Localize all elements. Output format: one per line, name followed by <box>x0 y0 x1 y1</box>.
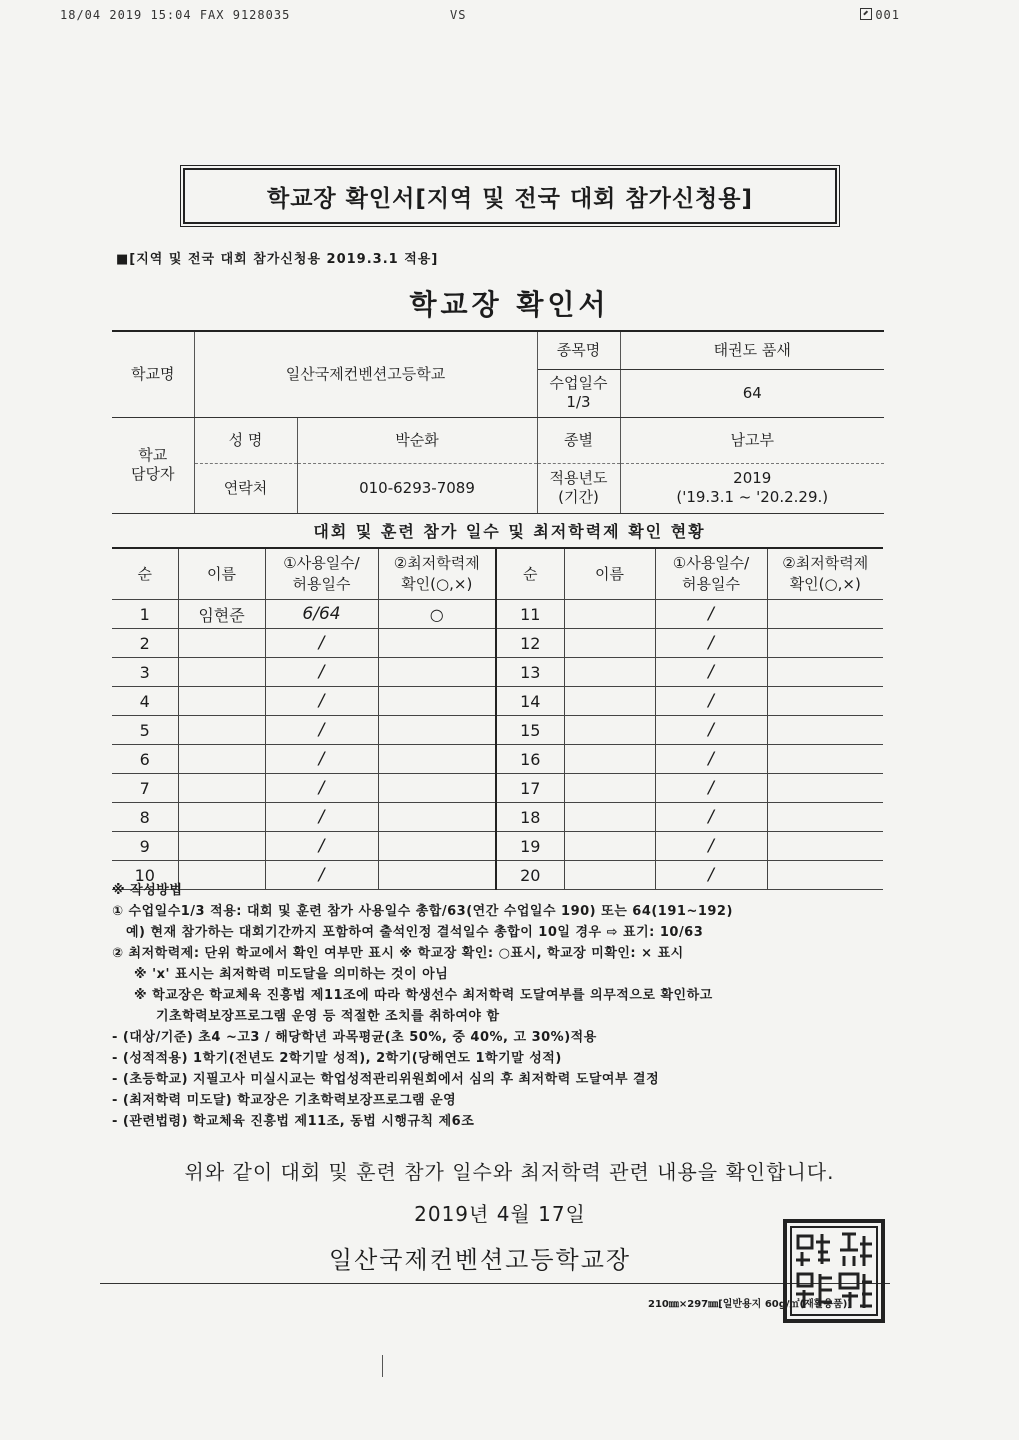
name-value: 박순화 <box>297 417 537 463</box>
scan-mark <box>382 1355 383 1377</box>
instruction-line: - (성적적용) 1학기(전년도 2학기말 성적), 2학기(당해연도 1학기말 성적) <box>112 1051 562 1066</box>
row-number: 1 <box>112 600 178 629</box>
fax-page-number: 001 <box>875 8 900 22</box>
min-academic-check <box>378 629 496 658</box>
used-days: / <box>655 716 767 745</box>
table-row <box>112 745 883 774</box>
used-days: / <box>655 861 767 890</box>
participant-name <box>564 687 655 716</box>
participation-grid <box>112 547 883 890</box>
instruction-line: - (최저학력 미도달) 학교장은 기초학력보장프로그램 운영 <box>112 1093 457 1108</box>
confirmation-text: 위와 같이 대회 및 훈련 참가 일수와 최저학력 관련 내용을 확인합니다. <box>184 1160 835 1184</box>
instruction-line: ※ 'x' 표시는 최저학력 미도달을 의미하는 것이 아님 <box>134 967 449 982</box>
school-label: 학교명 <box>112 331 194 417</box>
header-check-right <box>767 548 883 600</box>
row-number: 6 <box>112 745 178 774</box>
row-number: 5 <box>112 716 178 745</box>
row-number: 20 <box>496 861 564 890</box>
row-number: 9 <box>112 832 178 861</box>
row-number: 11 <box>496 600 564 629</box>
participant-name <box>564 774 655 803</box>
min-academic-check <box>378 803 496 832</box>
instruction-line: ※ 학교장은 학교체육 진흥법 제11조에 따라 학생선수 최저학력 도달여부를 의무적으로 확인하고 <box>134 988 713 1003</box>
days-label-2: 1/3 <box>566 393 591 411</box>
used-days: / <box>265 774 378 803</box>
table-row <box>112 716 883 745</box>
header-check-right-1: ②최저학력제 <box>782 554 869 572</box>
date-text: 2019년 4월 17일 <box>414 1202 586 1226</box>
days-label <box>537 369 620 417</box>
school-principal-name: 일산국제컨벤션고등학교장 <box>328 1246 632 1274</box>
used-days: / <box>655 629 767 658</box>
participant-name <box>564 658 655 687</box>
participant-name <box>564 832 655 861</box>
year-value-1: 2019 <box>733 469 772 487</box>
table-row <box>112 774 883 803</box>
form-title-box: 학교장 확인서[지역 및 전국 대회 참가신청용] <box>183 168 837 224</box>
instruction-line: ② 최저학력제: 단위 학교에서 확인 여부만 표시 ※ 학교장 확인: ○표시, 학교장 미확인: × 표시 <box>112 946 684 961</box>
min-academic-check: ○ <box>378 600 496 629</box>
year-label-1: 적용년도 <box>549 469 608 487</box>
min-academic-check <box>767 687 883 716</box>
header-used-right-1: ①사용일수/ <box>672 554 750 572</box>
row-number: 10 <box>112 861 178 890</box>
table-row <box>112 600 883 629</box>
year-label-2: (기간) <box>558 488 599 506</box>
min-academic-check <box>378 745 496 774</box>
participant-name <box>178 832 265 861</box>
instruction-line: - (관련법령) 학교체육 진흥법 제11조, 동법 시행규칙 제6조 <box>112 1114 475 1129</box>
row-number: 13 <box>496 658 564 687</box>
header-name-right: 이름 <box>564 548 655 600</box>
min-academic-check <box>378 716 496 745</box>
min-academic-check <box>767 629 883 658</box>
row-number: 8 <box>112 803 178 832</box>
event-value: 태권도 품새 <box>620 331 884 369</box>
used-days: / <box>265 658 378 687</box>
section-title: 대회 및 훈련 참가 일수 및 최저학력제 확인 현황 <box>313 522 706 541</box>
row-number: 7 <box>112 774 178 803</box>
participant-name <box>564 629 655 658</box>
row-number: 2 <box>112 629 178 658</box>
used-days: / <box>265 716 378 745</box>
instruction-line: - (대상/기준) 초4 ~고3 / 해당학년 과목평균(초 50%, 중 40%, 고 30%)적용 <box>112 1030 597 1045</box>
instruction-line: ※ 작성방법 <box>112 883 183 898</box>
min-academic-check <box>767 774 883 803</box>
event-label: 종목명 <box>537 331 620 369</box>
header-used-left-1: ①사용일수/ <box>283 554 360 572</box>
row-number: 3 <box>112 658 178 687</box>
participant-name <box>564 803 655 832</box>
instruction-line: 예) 현재 참가하는 대회기간까지 포함하여 출석인정 결석일수 총합이 10일 경우 ⇨ 표기: 10/63 <box>126 925 704 940</box>
table-row <box>112 687 883 716</box>
used-days: / <box>655 832 767 861</box>
participant-name <box>178 716 265 745</box>
used-days: / <box>655 774 767 803</box>
used-days: / <box>265 803 378 832</box>
table-row <box>112 629 883 658</box>
min-academic-check <box>767 745 883 774</box>
year-value-2: ('19.3.1 ~ '20.2.29.) <box>676 488 829 506</box>
header-used-left-2: 허용일수 <box>292 575 351 593</box>
participant-name <box>178 803 265 832</box>
header-no-right: 순 <box>496 548 564 600</box>
min-academic-check <box>767 803 883 832</box>
contact-value: 010-6293-7089 <box>297 463 537 513</box>
year-label <box>537 463 620 513</box>
participant-name <box>178 745 265 774</box>
participant-name: 임현준 <box>178 600 265 629</box>
min-academic-check <box>378 658 496 687</box>
min-academic-check <box>378 687 496 716</box>
row-number: 14 <box>496 687 564 716</box>
table-row <box>112 803 883 832</box>
min-academic-check <box>767 658 883 687</box>
participant-name <box>564 600 655 629</box>
used-days: / <box>655 600 767 629</box>
used-days: / <box>265 861 378 890</box>
instruction-line: 기초학력보장프로그램 운영 등 적절한 조치를 취하여야 함 <box>156 1009 500 1024</box>
used-days: / <box>265 629 378 658</box>
name-label: 성 명 <box>194 417 297 463</box>
participant-name <box>178 774 265 803</box>
category-label: 종별 <box>537 417 620 463</box>
instructions <box>112 880 892 1132</box>
row-number: 18 <box>496 803 564 832</box>
participant-name <box>564 716 655 745</box>
header-used-left <box>265 548 378 600</box>
min-academic-check <box>767 600 883 629</box>
staff-label-2: 담당자 <box>131 465 175 483</box>
min-academic-check <box>767 716 883 745</box>
header-used-right <box>655 548 767 600</box>
contact-label: 연락처 <box>194 463 297 513</box>
instruction-line: ① 수업일수1/3 적용: 대회 및 훈련 참가 사용일수 총합/63(연간 수업일수 190) 또는 64(191~192) <box>112 904 733 919</box>
header-check-left <box>378 548 496 600</box>
school-name: 일산국제컨벤션고등학교 <box>194 331 537 417</box>
category-value: 남고부 <box>620 417 884 463</box>
table-row <box>112 832 883 861</box>
info-table <box>112 330 884 514</box>
header-check-left-1: ②최저학력제 <box>393 554 480 572</box>
header-no-left: 순 <box>112 548 178 600</box>
participant-name <box>564 745 655 774</box>
used-days: / <box>265 832 378 861</box>
used-days: / <box>655 745 767 774</box>
page-icon <box>860 8 872 20</box>
form-subnote: ■[지역 및 전국 대회 참가신청용 2019.3.1 적용] <box>116 252 439 267</box>
table-row <box>112 658 883 687</box>
row-number: 16 <box>496 745 564 774</box>
min-academic-check <box>378 832 496 861</box>
row-number: 12 <box>496 629 564 658</box>
used-days: / <box>265 687 378 716</box>
year-value <box>620 463 884 513</box>
fax-header-left: 18/04 2019 15:04 FAX 9128035 <box>60 8 291 22</box>
used-days: / <box>655 687 767 716</box>
fax-header-mid: VS <box>450 8 467 22</box>
participant-name <box>178 658 265 687</box>
used-days: / <box>655 658 767 687</box>
row-number: 17 <box>496 774 564 803</box>
header-check-right-2: 확인(○,×) <box>789 575 861 593</box>
document-title: 학교장 확인서 <box>409 288 610 321</box>
row-number: 19 <box>496 832 564 861</box>
fax-header-right <box>860 8 900 22</box>
used-days: / <box>265 745 378 774</box>
min-academic-check <box>378 774 496 803</box>
paper-spec: 210㎜×297㎜[일반용지 60g/㎡(재활용품)] <box>648 1299 852 1310</box>
staff-label <box>112 417 194 513</box>
header-used-right-2: 허용일수 <box>682 575 740 593</box>
days-label-1: 수업일수 <box>549 374 608 392</box>
days-value: 64 <box>620 369 884 417</box>
used-days: 6/64 <box>265 600 378 629</box>
used-days: / <box>655 803 767 832</box>
header-name-left: 이름 <box>178 548 265 600</box>
official-seal-icon <box>782 1218 886 1324</box>
row-number: 15 <box>496 716 564 745</box>
participant-name <box>178 687 265 716</box>
row-number: 4 <box>112 687 178 716</box>
min-academic-check <box>767 832 883 861</box>
staff-label-1: 학교 <box>138 446 168 464</box>
participant-name <box>178 629 265 658</box>
bottom-divider <box>100 1283 890 1284</box>
fax-header <box>60 8 900 28</box>
header-check-left-2: 확인(○,×) <box>401 575 473 593</box>
instruction-line: - (초등학교) 지필고사 미실시교는 학업성적관리위원회에서 심의 후 최저학력 도달여부 결정 <box>112 1072 660 1087</box>
